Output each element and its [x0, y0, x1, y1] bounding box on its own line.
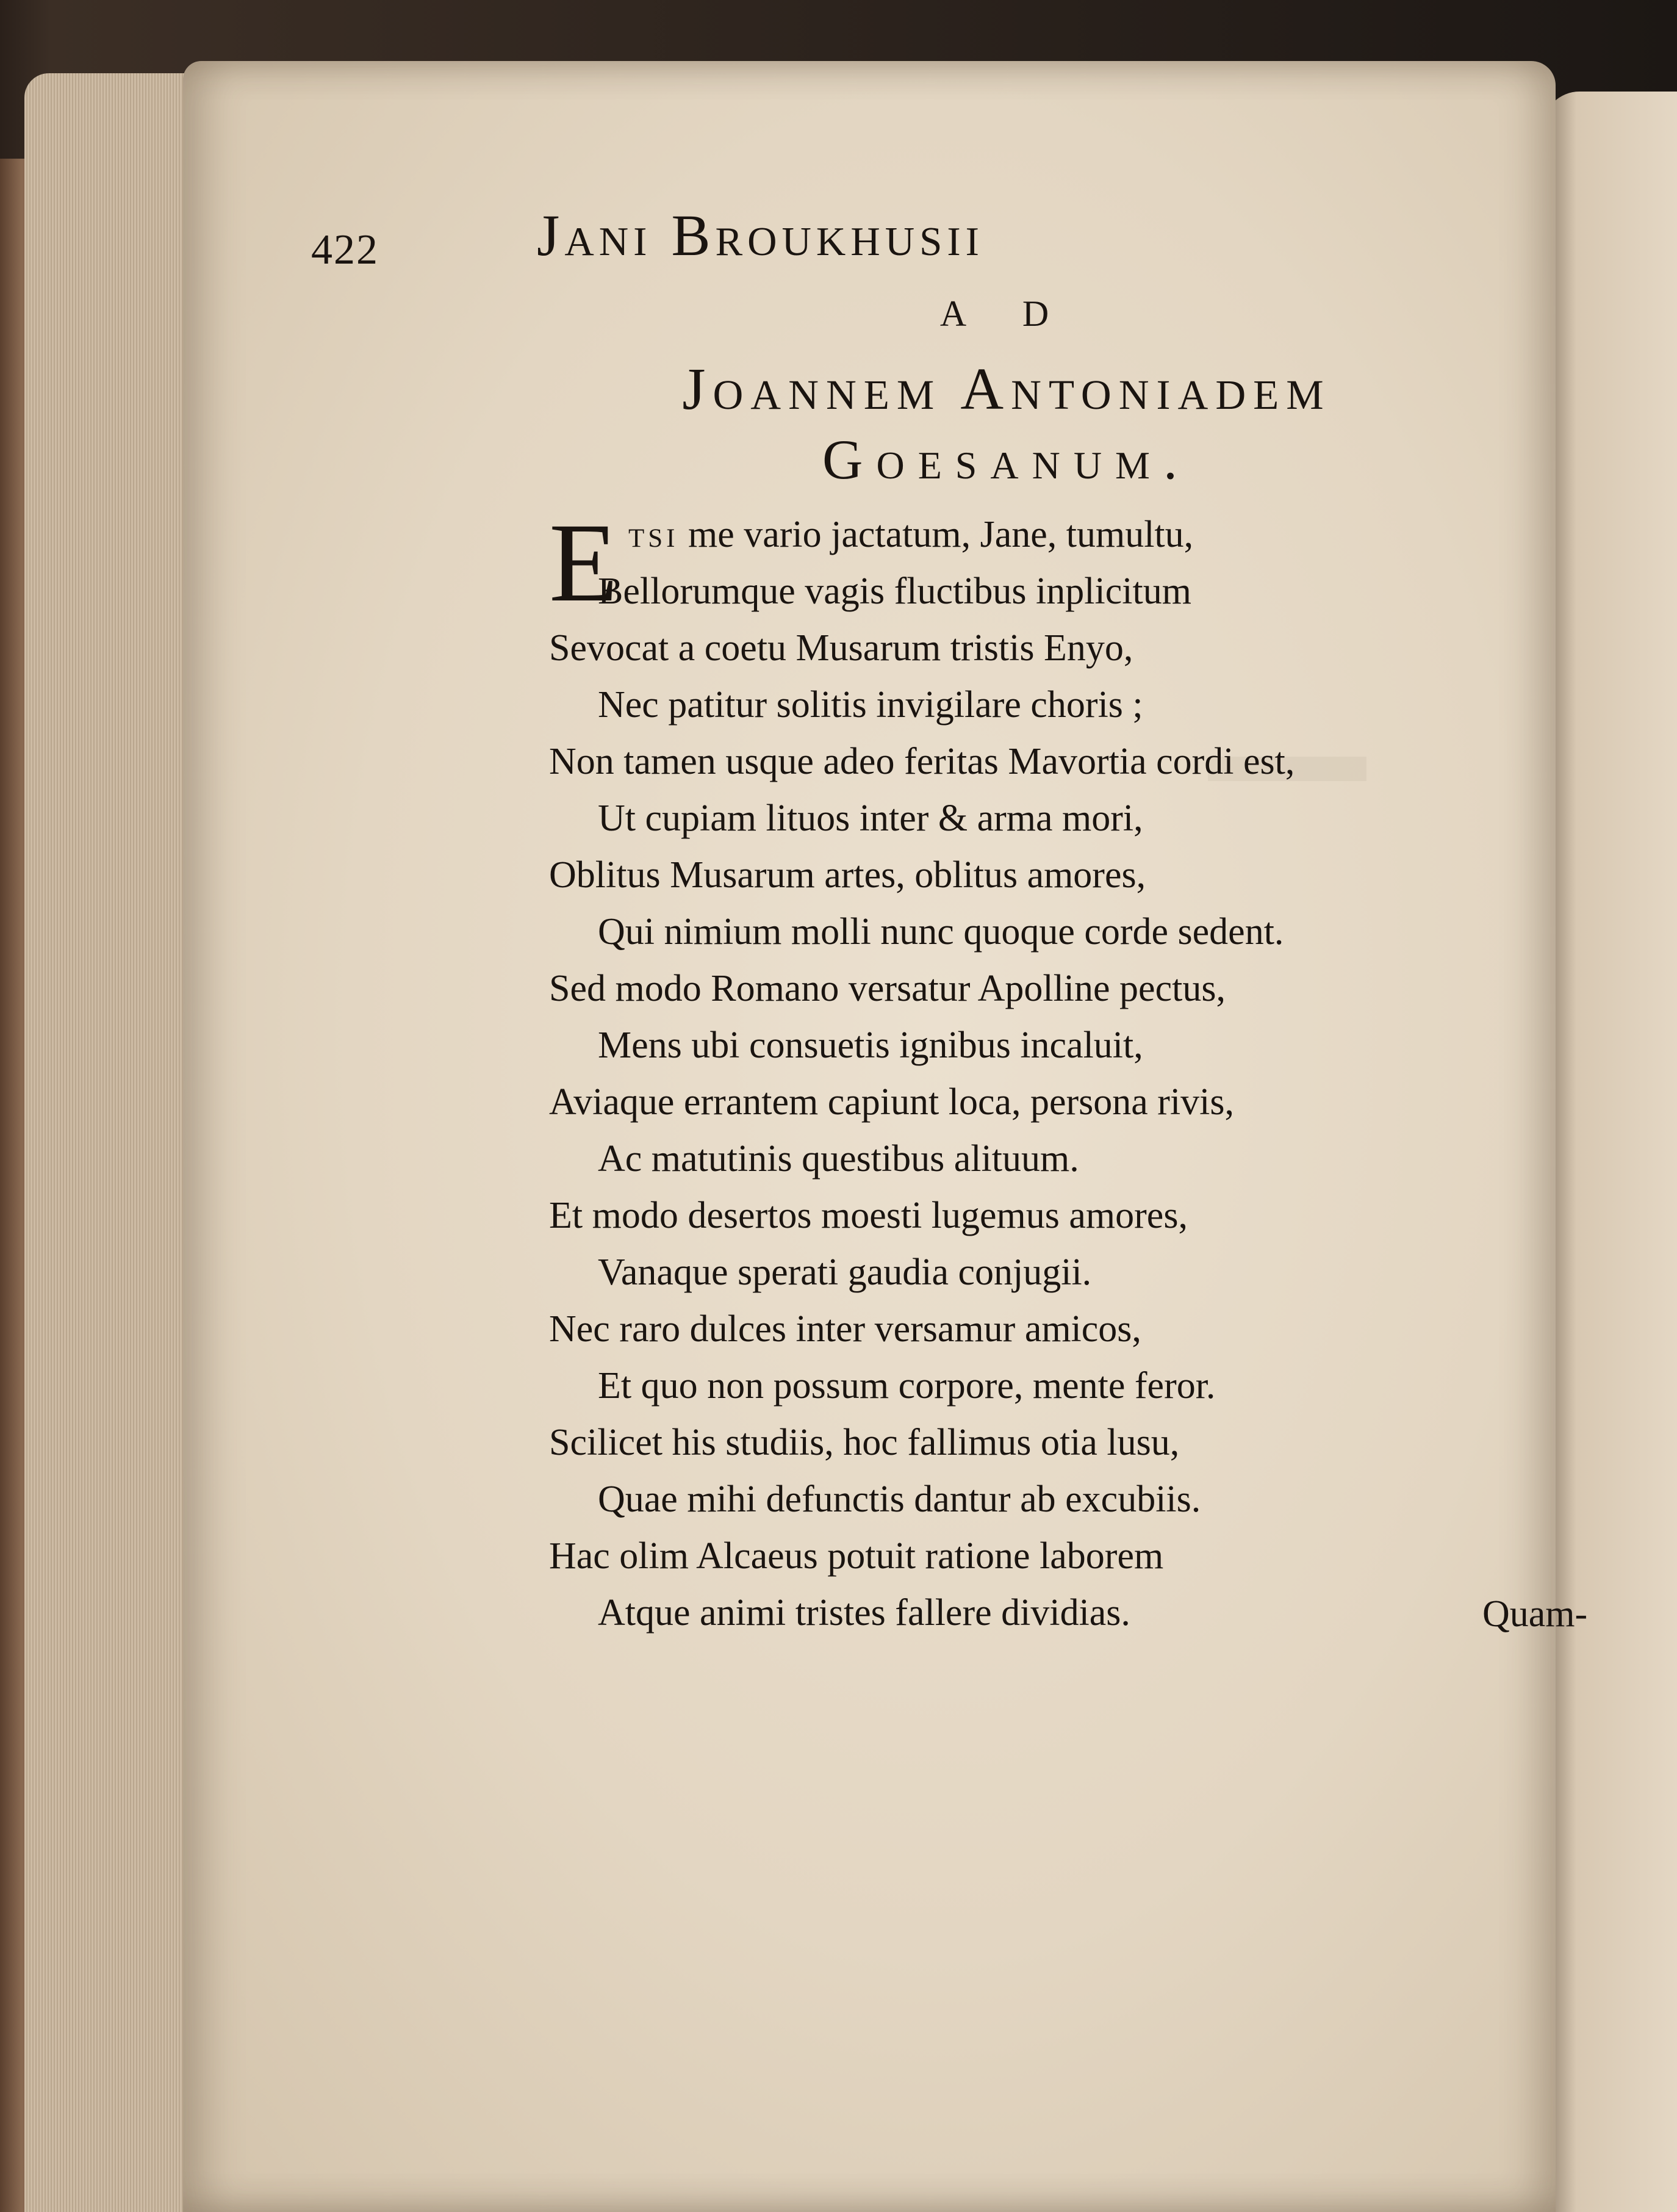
page-header	[311, 201, 1348, 293]
poem-line: Qui nimium molli nunc quoque corde sedent.	[598, 911, 1284, 953]
poem-line: Hac olim Alcaeus potuit ratione laborem	[549, 1535, 1164, 1577]
poem-line	[628, 506, 1434, 563]
drop-cap: E	[549, 500, 619, 625]
poem-lines	[549, 563, 1434, 1641]
poem-line: Vanaque sperati gaudia conjugii.	[598, 1252, 1092, 1293]
poem-line: Oblitus Musarum artes, oblitus amores,	[549, 854, 1146, 896]
poem-line: Non tamen usque adeo feritas Mavortia cordi est,	[549, 741, 1295, 782]
poem-line: Ut cupiam lituos inter & arma mori,	[598, 798, 1143, 839]
poem-line: Atque animi tristes fallere dividias.	[598, 1592, 1130, 1634]
poem-line: Ac matutinis questibus alituum.	[598, 1138, 1079, 1180]
running-head: Jani Broukhusii	[537, 203, 984, 268]
poem-line: Nec raro dulces inter versamur amicos,	[549, 1308, 1141, 1350]
poem-title	[488, 293, 1525, 491]
title-addressee: Joannem Antoniadem	[682, 356, 1331, 422]
poem-line: Aviaque errantem capiunt loca, persona rivis,	[549, 1081, 1235, 1123]
poem-line: Et quo non possum corpore, mente feror.	[598, 1365, 1216, 1407]
poem-line: Quae mihi defunctis dantur ab excubiis.	[598, 1479, 1201, 1520]
poem-line: Mens ubi consuetis ignibus incaluit,	[598, 1025, 1143, 1066]
poem-line: Et modo desertos moesti lugemus amores,	[549, 1195, 1188, 1236]
first-line-text: me vario jactatum, Jane, tumultu,	[678, 514, 1194, 555]
poem-line: Sevocat a coetu Musarum tristis Enyo,	[549, 627, 1133, 669]
poem-body	[549, 500, 1434, 1641]
facing-page-edge	[1543, 92, 1677, 2212]
first-word-caps: tsi	[628, 514, 679, 555]
page-stack-edge	[24, 73, 207, 2212]
page-number: 422	[311, 226, 379, 273]
poem-line: Nec patitur solitis invigilare choris ;	[598, 684, 1143, 726]
poem-line: Scilicet his studiis, hoc fallimus otia lusu,	[549, 1422, 1180, 1463]
poem-line: Bellorumque vagis fluctibus inplicitum	[598, 571, 1191, 612]
title-place: Goesanum.	[822, 428, 1191, 491]
catchword: Quam-	[1482, 1593, 1588, 1635]
title-ad: A D	[939, 294, 1074, 334]
poem-line: Sed modo Romano versatur Apolline pectus,	[549, 968, 1226, 1009]
